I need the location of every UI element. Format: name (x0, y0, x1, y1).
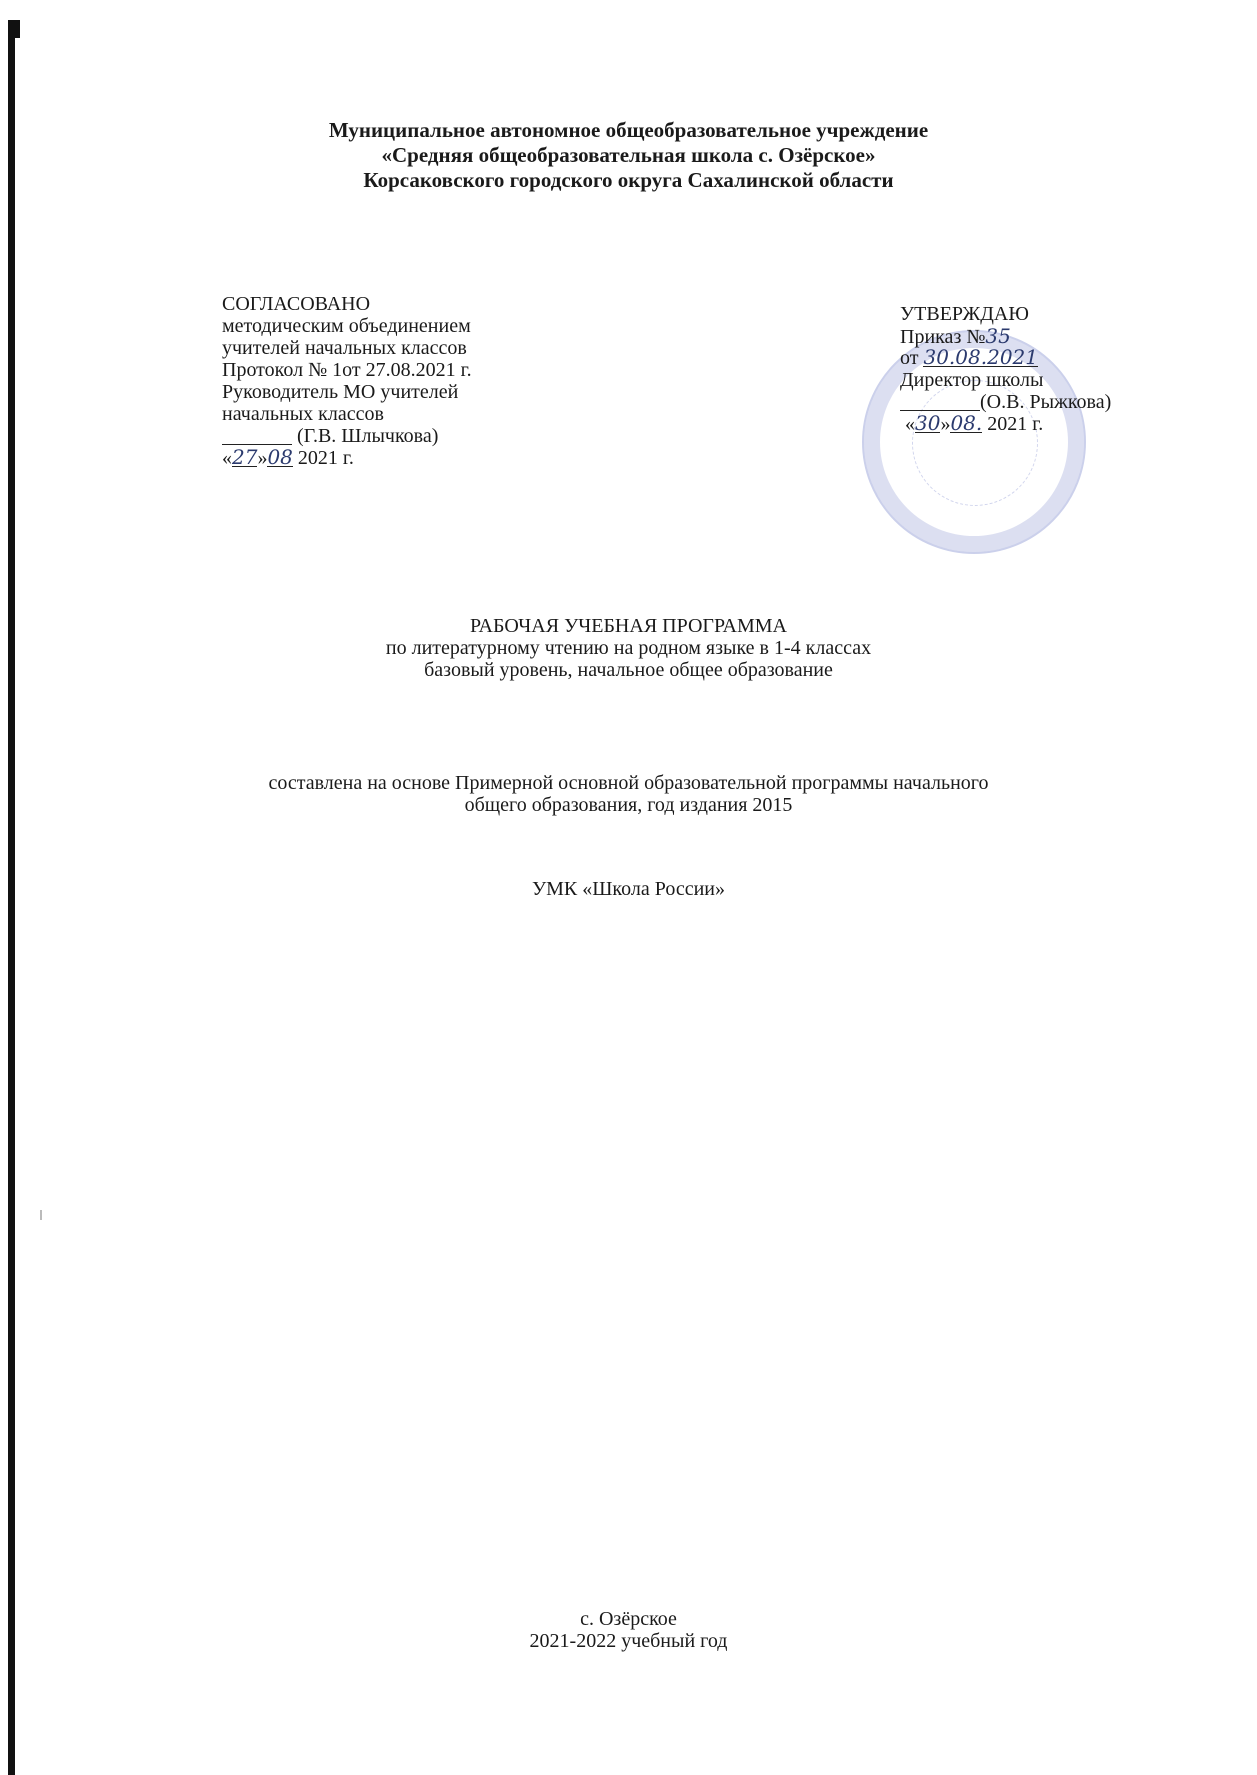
approved-date-mid: » (940, 413, 951, 435)
agreed-line-1: методическим объединением (222, 315, 471, 337)
agreed-title: СОГЛАСОВАНО (222, 293, 371, 315)
agreed-date-month: 08 (267, 445, 293, 469)
approved-date (900, 413, 1111, 435)
scan-speck (40, 1210, 42, 1220)
agreed-date-day: 27 (232, 445, 258, 469)
footer-year: 2021-2022 учебный год (529, 1630, 728, 1652)
agreed-block (222, 293, 472, 469)
header-line-1: Муниципальное автономное общеобразовательное учреждение (328, 118, 929, 142)
institution-header (0, 118, 1257, 193)
approved-date-month: 08. (950, 411, 983, 435)
approved-title: УТВЕРЖДАЮ (900, 303, 1029, 325)
agreed-date-year: 2021 г. (297, 447, 354, 469)
approved-order-label: Приказ № (900, 326, 986, 348)
agreed-signature-line (222, 425, 472, 447)
basis-line-2: общего образования, год издания 2015 (464, 794, 793, 816)
agreed-signature (222, 426, 292, 445)
approved-date-day: 30 (915, 411, 941, 435)
agreed-date-open: « (222, 447, 232, 469)
agreed-date-mid: » (257, 447, 268, 469)
umk-line: УМК «Школа России» (531, 878, 726, 900)
agreed-line-2: учителей начальных классов (222, 337, 467, 359)
approved-date-value: 30.08.2021 (923, 345, 1038, 369)
footer-block (0, 1608, 1257, 1652)
program-title: РАБОЧАЯ УЧЕБНАЯ ПРОГРАММА (469, 615, 787, 637)
approved-signer: (О.В. Рыжкова) (980, 391, 1112, 413)
agreed-signer: (Г.В. Шлычкова) (297, 425, 439, 447)
approved-signature (900, 392, 980, 411)
approved-block (900, 303, 1111, 435)
agreed-date (222, 447, 472, 469)
approved-date-open: « (905, 413, 915, 435)
scan-edge-top (8, 20, 20, 38)
agreed-head-title-2: начальных классов (222, 403, 384, 425)
program-basis-block (0, 772, 1257, 816)
approved-position: Директор школы (900, 369, 1044, 391)
header-line-3: Корсаковского городского округа Сахалинской области (363, 168, 894, 192)
approved-date-year: 2021 г. (987, 413, 1044, 435)
program-level: базовый уровень, начальное общее образование (424, 659, 833, 681)
approved-order (900, 325, 1111, 347)
approved-signature-line (900, 391, 1111, 413)
footer-place: с. Озёрское (580, 1608, 677, 1630)
basis-line-1: составлена на основе Примерной основной образовательной программы начального (268, 772, 989, 794)
header-line-2: «Средняя общеобразовательная школа с. Озёрское» (381, 143, 876, 167)
agreed-protocol: Протокол № 1от 27.08.2021 г. (222, 359, 472, 381)
program-subject: по литературному чтению на родном языке в 1-4 классах (385, 637, 872, 659)
approved-order-number: 35 (985, 324, 1011, 348)
program-title-block (0, 615, 1257, 681)
approved-order-date (900, 347, 1111, 369)
agreed-head-title: Руководитель МО учителей (222, 381, 459, 403)
approved-date-label: от (900, 347, 919, 369)
